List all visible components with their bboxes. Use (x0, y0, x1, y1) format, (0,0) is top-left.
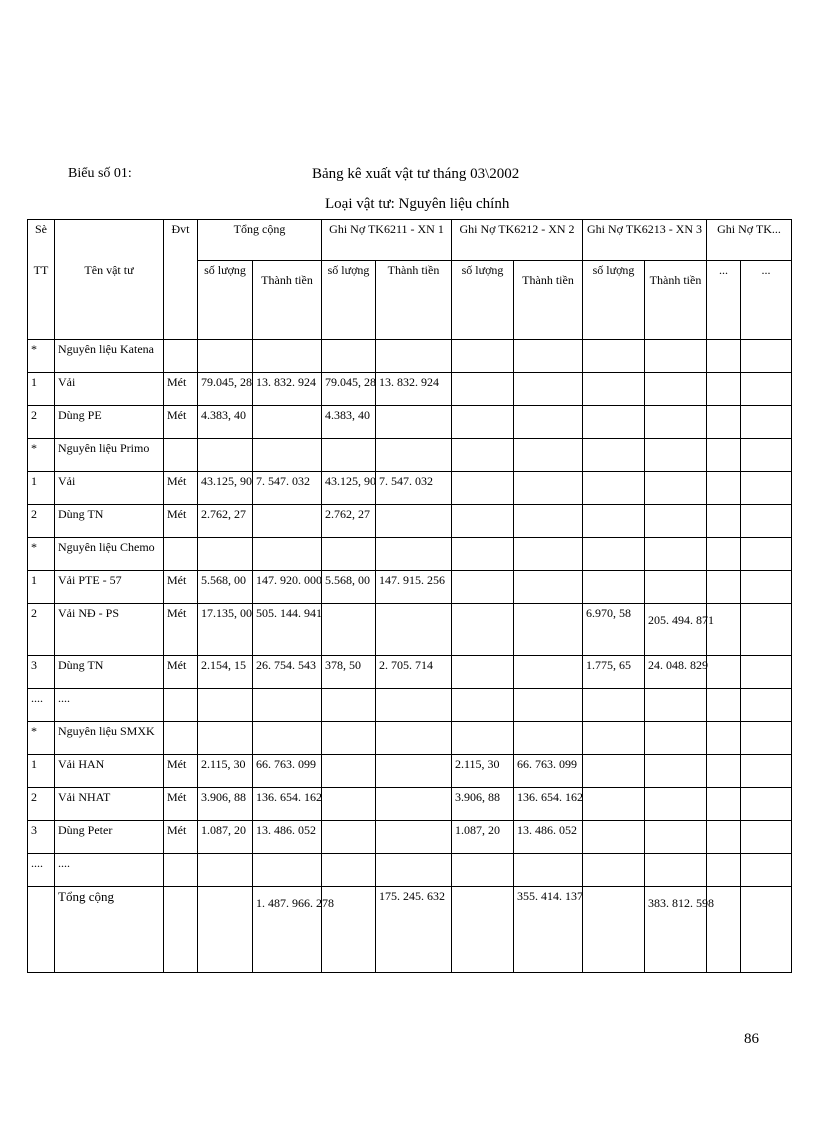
row-xn1-amount (376, 604, 452, 656)
row-total-amount: 136. 654. 162 (253, 788, 322, 821)
row-unit: Mét (164, 571, 198, 604)
row-stt: * (28, 538, 55, 571)
header-xn1: Ghi Nợ TK6211 - XN 1 (322, 220, 452, 261)
row-total-qty: 1.087, 20 (198, 821, 253, 854)
row-xn2-amount (514, 373, 583, 406)
document-subtitle: Loại vật tư: Nguyên liệu chính (325, 196, 510, 212)
header-more-1: ... (707, 261, 741, 340)
row-name: Vải PTE - 57 (55, 571, 164, 604)
header-total-amount (253, 261, 322, 340)
total-row (28, 887, 792, 973)
row-xn3-qty (583, 788, 645, 821)
row-stt: 2 (28, 788, 55, 821)
row-xn3-amount (645, 722, 707, 755)
row-xn2-qty (452, 538, 514, 571)
row-xn2-amount (514, 689, 583, 722)
row-unit (164, 538, 198, 571)
document-title: Bảng kê xuất vật tư tháng 03\2002 (312, 166, 520, 182)
table-row (28, 472, 792, 505)
header-xn2: Ghi Nợ TK6212 - XN 2 (452, 220, 583, 261)
row-stt: 1 (28, 571, 55, 604)
row-stt: * (28, 340, 55, 373)
row-xn3-qty (583, 472, 645, 505)
row-unit: Mét (164, 472, 198, 505)
table-row (28, 571, 792, 604)
row-xn1-amount (376, 788, 452, 821)
row-xn1-amount (376, 538, 452, 571)
row-name: Dùng PE (55, 406, 164, 439)
row-xn1-qty (322, 340, 376, 373)
header-xn3: Ghi Nợ TK6213 - XN 3 (583, 220, 707, 261)
row-xn3-amount (645, 538, 707, 571)
row-xn1-amount (376, 340, 452, 373)
row-stt: 1 (28, 755, 55, 788)
row-xn2-amount (514, 340, 583, 373)
header-xn2-amount (514, 261, 583, 340)
row-xn1-qty: 5.568, 00 (322, 571, 376, 604)
row-xn2-qty (452, 472, 514, 505)
table-row (28, 656, 792, 689)
row-total-qty: 4.383, 40 (198, 406, 253, 439)
row-unit: Mét (164, 821, 198, 854)
header-unit: Đvt (164, 220, 198, 261)
row-name: Dùng TN (55, 505, 164, 538)
row-total-qty: 17.135, 00 (198, 604, 253, 656)
row-stt: 1 (28, 472, 55, 505)
table-row (28, 439, 792, 472)
table-row (28, 854, 792, 887)
row-stt: 2 (28, 406, 55, 439)
row-xn2-amount (514, 571, 583, 604)
row-stt: * (28, 439, 55, 472)
row-total-qty: 43.125, 90 (198, 472, 253, 505)
table-row (28, 505, 792, 538)
row-xn3-amount (645, 755, 707, 788)
row-total-qty: 2.115, 30 (198, 755, 253, 788)
table-row (28, 340, 792, 373)
header-more: Ghi Nợ TK... (707, 220, 792, 261)
row-xn2-qty (452, 439, 514, 472)
row-xn2-qty (452, 571, 514, 604)
row-total-amount (253, 538, 322, 571)
row-xn1-amount (376, 722, 452, 755)
row-xn2-amount: 136. 654. 162 (514, 788, 583, 821)
row-total-amount (253, 689, 322, 722)
row-unit: Mét (164, 406, 198, 439)
row-total-amount (253, 505, 322, 538)
row-xn3-qty (583, 373, 645, 406)
row-xn1-amount: 147. 915. 256 (376, 571, 452, 604)
total-label: Tổng cộng (55, 887, 164, 973)
row-xn3-amount (645, 505, 707, 538)
row-xn3-amount (645, 373, 707, 406)
row-xn2-qty (452, 505, 514, 538)
row-total-qty (198, 722, 253, 755)
row-xn2-amount (514, 854, 583, 887)
row-total-amount (253, 406, 322, 439)
row-xn2-amount (514, 439, 583, 472)
row-xn3-qty (583, 755, 645, 788)
total-amount: 1. 487. 966. 278 (253, 887, 322, 973)
row-name: Vải (55, 472, 164, 505)
row-xn1-amount (376, 439, 452, 472)
row-xn1-qty: 43.125, 90 (322, 472, 376, 505)
row-xn3-amount (645, 472, 707, 505)
row-name: Nguyên liệu Chemo (55, 538, 164, 571)
row-xn3-qty: 6.970, 58 (583, 604, 645, 656)
row-xn2-qty (452, 340, 514, 373)
row-total-amount (253, 340, 322, 373)
header-total-amount-text: Thành tiền (261, 273, 313, 287)
row-xn3-amount (645, 340, 707, 373)
row-xn3-qty (583, 821, 645, 854)
row-stt: * (28, 722, 55, 755)
row-total-amount: 66. 763. 099 (253, 755, 322, 788)
row-stt: 2 (28, 604, 55, 656)
header-total-qty: số lượng (198, 261, 253, 340)
row-xn2-qty (452, 854, 514, 887)
row-xn1-qty (322, 689, 376, 722)
header-more-2: ... (741, 261, 792, 340)
row-total-qty: 79.045, 28 (198, 373, 253, 406)
row-unit: Mét (164, 656, 198, 689)
row-name: Nguyên liệu Primo (55, 439, 164, 472)
row-xn2-qty (452, 689, 514, 722)
row-xn2-amount (514, 656, 583, 689)
page-number: 86 (744, 1031, 759, 1047)
table-row (28, 755, 792, 788)
row-xn1-qty (322, 439, 376, 472)
form-number: Biểu số 01: (68, 166, 132, 181)
row-total-amount (253, 722, 322, 755)
row-name: Vải NĐ - PS (55, 604, 164, 656)
row-xn2-amount (514, 604, 583, 656)
row-xn2-qty (452, 722, 514, 755)
row-total-amount (253, 854, 322, 887)
row-total-qty (198, 439, 253, 472)
row-total-amount (253, 439, 322, 472)
row-xn1-qty (322, 821, 376, 854)
header-xn3-amount-text: Thành tiền (649, 273, 702, 287)
row-stt: 2 (28, 505, 55, 538)
header-xn1-qty: số lượng (322, 261, 376, 340)
table-row (28, 406, 792, 439)
row-total-qty (198, 538, 253, 571)
row-xn2-amount: 66. 763. 099 (514, 755, 583, 788)
row-xn1-amount (376, 821, 452, 854)
header-xn2-amount-text: Thành tiền (522, 273, 574, 287)
row-total-amount: 7. 547. 032 (253, 472, 322, 505)
row-xn1-qty (322, 538, 376, 571)
row-xn3-amount (645, 406, 707, 439)
row-xn3-qty (583, 406, 645, 439)
total-xn3-amount: 383. 812. 598 (645, 887, 707, 973)
row-unit (164, 340, 198, 373)
row-name: Vải NHAT (55, 788, 164, 821)
row-name: Nguyên liệu Katena (55, 340, 164, 373)
row-xn1-amount (376, 406, 452, 439)
row-xn3-amount (645, 571, 707, 604)
row-xn2-qty: 3.906, 88 (452, 788, 514, 821)
row-total-qty (198, 340, 253, 373)
row-xn1-amount: 2. 705. 714 (376, 656, 452, 689)
row-xn1-amount (376, 854, 452, 887)
row-total-qty: 5.568, 00 (198, 571, 253, 604)
materials-table (27, 219, 792, 973)
table-row (28, 821, 792, 854)
row-xn1-amount (376, 689, 452, 722)
row-xn3-qty (583, 854, 645, 887)
row-xn3-amount (645, 821, 707, 854)
row-xn2-amount (514, 538, 583, 571)
row-xn3-qty (583, 340, 645, 373)
row-name: Vải HAN (55, 755, 164, 788)
row-stt: 1 (28, 373, 55, 406)
row-stt: 3 (28, 656, 55, 689)
table-body (28, 340, 792, 973)
row-total-qty (198, 689, 253, 722)
row-unit: Mét (164, 604, 198, 656)
row-xn2-qty (452, 373, 514, 406)
table-row (28, 689, 792, 722)
total-xn1-amount: 175. 245. 632 (376, 887, 452, 973)
row-stt: 3 (28, 821, 55, 854)
row-xn1-qty (322, 604, 376, 656)
row-name: Nguyên liệu SMXK (55, 722, 164, 755)
row-total-amount: 13. 832. 924 (253, 373, 322, 406)
row-xn3-amount: 205. 494. 871 (645, 604, 707, 656)
row-xn3-qty (583, 505, 645, 538)
row-xn1-qty: 4.383, 40 (322, 406, 376, 439)
row-xn3-qty (583, 722, 645, 755)
row-xn2-amount: 13. 486. 052 (514, 821, 583, 854)
total-xn2-amount: 355. 414. 137 (514, 887, 583, 973)
row-xn2-qty (452, 406, 514, 439)
header-xn1-amount: Thành tiền (376, 261, 452, 340)
row-xn1-qty (322, 755, 376, 788)
row-xn2-qty: 1.087, 20 (452, 821, 514, 854)
row-stt: .... (28, 854, 55, 887)
row-unit (164, 689, 198, 722)
row-xn1-qty (322, 722, 376, 755)
table-row (28, 373, 792, 406)
row-stt: .... (28, 689, 55, 722)
row-unit (164, 722, 198, 755)
row-total-amount: 26. 754. 543 (253, 656, 322, 689)
row-name: .... (55, 689, 164, 722)
row-xn3-qty (583, 439, 645, 472)
table-row (28, 788, 792, 821)
row-total-qty (198, 854, 253, 887)
row-total-amount: 13. 486. 052 (253, 821, 322, 854)
table-row (28, 538, 792, 571)
row-xn1-amount: 7. 547. 032 (376, 472, 452, 505)
row-name: Vải (55, 373, 164, 406)
row-xn2-amount (514, 505, 583, 538)
row-xn2-qty: 2.115, 30 (452, 755, 514, 788)
row-xn2-amount (514, 406, 583, 439)
row-xn2-qty (452, 656, 514, 689)
row-unit: Mét (164, 505, 198, 538)
row-name: Dùng TN (55, 656, 164, 689)
header-xn3-amount (645, 261, 707, 340)
row-unit: Mét (164, 755, 198, 788)
header-total: Tổng cộng (198, 220, 322, 261)
header-xn3-qty: số lượng (583, 261, 645, 340)
row-unit (164, 854, 198, 887)
row-xn3-qty: 1.775, 65 (583, 656, 645, 689)
row-total-amount: 147. 920. 000 (253, 571, 322, 604)
header-xn2-qty: số lượng (452, 261, 514, 340)
row-total-qty: 2.154, 15 (198, 656, 253, 689)
row-name: .... (55, 854, 164, 887)
row-xn1-qty: 79.045, 28 (322, 373, 376, 406)
row-xn1-qty (322, 788, 376, 821)
row-total-qty: 2.762, 27 (198, 505, 253, 538)
row-xn3-amount (645, 689, 707, 722)
row-xn1-amount (376, 755, 452, 788)
row-xn1-amount: 13. 832. 924 (376, 373, 452, 406)
row-unit: Mét (164, 788, 198, 821)
row-total-amount: 505. 144. 941 (253, 604, 322, 656)
header-stt: Sè (28, 220, 55, 261)
row-xn1-qty: 378, 50 (322, 656, 376, 689)
row-xn1-qty (322, 854, 376, 887)
row-total-qty: 3.906, 88 (198, 788, 253, 821)
row-xn1-qty: 2.762, 27 (322, 505, 376, 538)
row-xn2-amount (514, 472, 583, 505)
row-xn3-qty (583, 689, 645, 722)
header-stt-2: TT (28, 261, 55, 340)
row-xn3-amount: 24. 048. 829 (645, 656, 707, 689)
row-xn3-qty (583, 538, 645, 571)
header-name: Tên vật tư (55, 261, 164, 340)
row-xn3-amount (645, 854, 707, 887)
row-name: Dùng Peter (55, 821, 164, 854)
table-row (28, 722, 792, 755)
row-xn1-amount (376, 505, 452, 538)
table-row (28, 604, 792, 656)
row-xn2-amount (514, 722, 583, 755)
row-unit: Mét (164, 373, 198, 406)
row-unit (164, 439, 198, 472)
row-xn3-amount (645, 439, 707, 472)
row-xn2-qty (452, 604, 514, 656)
row-xn3-amount (645, 788, 707, 821)
row-xn3-qty (583, 571, 645, 604)
